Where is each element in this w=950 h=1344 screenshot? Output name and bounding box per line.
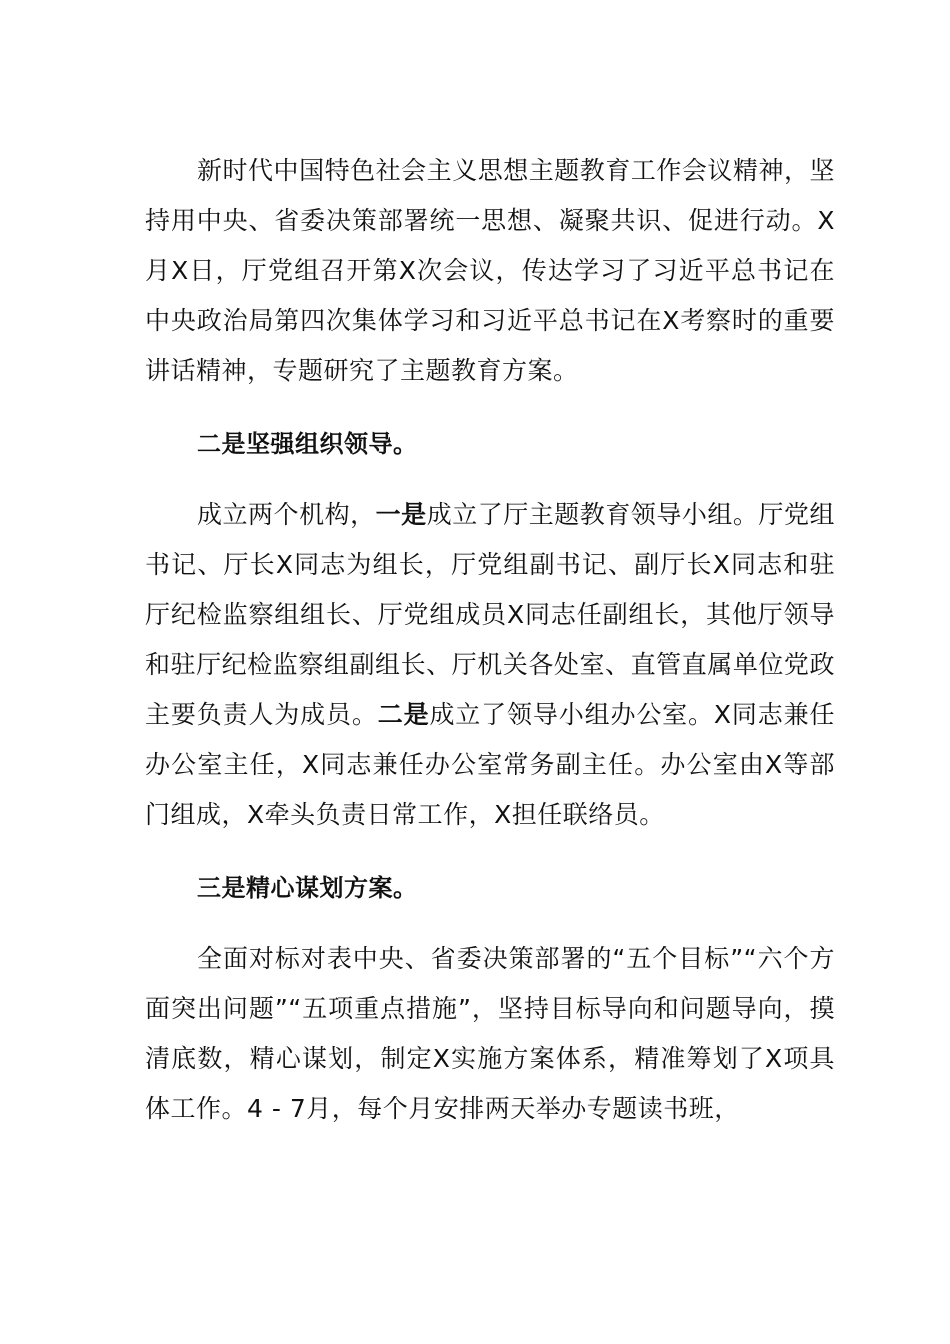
paragraph-two-institutions — [145, 490, 835, 840]
heading-plan-design: 三是精心谋划方案。 — [197, 874, 418, 902]
paragraph-study-spirit: 新时代中国特色社会主义思想主题教育工作会议精神，坚持用中央、省委决策部署统一思想、凝聚共识、促进行动。X月X日，厅党组召开第X次会议，传达学习了习近平总书记在中央政治局第四次集体学习和习近平总书记在X考察时的重要讲话精神，专题研究了主题教育方案。 — [145, 156, 835, 385]
document-body — [145, 146, 835, 1134]
paragraph-second-body: 成立了领导小组办公室。X同志兼任办公室主任，X同志兼任办公室常务副主任。办公室由X等部门组成，X牵头负责日常工作，X担任联络员。 — [145, 700, 835, 829]
bold-marker-first: 一是 — [375, 500, 427, 529]
paragraph-intro: 成立两个机构， — [197, 500, 376, 529]
bold-marker-second: 二是 — [377, 700, 430, 729]
heading-organization-leadership: 二是坚强组织领导。 — [197, 430, 418, 458]
paragraph-plan-details: 全面对标对表中央、省委决策部署的“五个目标”“六个方面突出问题”“五项重点措施”，坚持目标导向和问题导向，摸清底数，精心谋划，制定X实施方案体系，精准筹划了X项具体工作。4 - 7月，每个月安排两天举办专题读书班， — [145, 944, 835, 1123]
paragraph-first-body: 成立了厅主题教育领导小组。厅党组书记、厅长X同志为组长，厅党组副书记、副厅长X同志和驻厅纪检监察组组长、厅党组成员X同志任副组长，其他厅领导和驻厅纪检监察组副组长、厅机关各处室、直管直属单位党政主要负责人为成员。 — [145, 500, 835, 729]
